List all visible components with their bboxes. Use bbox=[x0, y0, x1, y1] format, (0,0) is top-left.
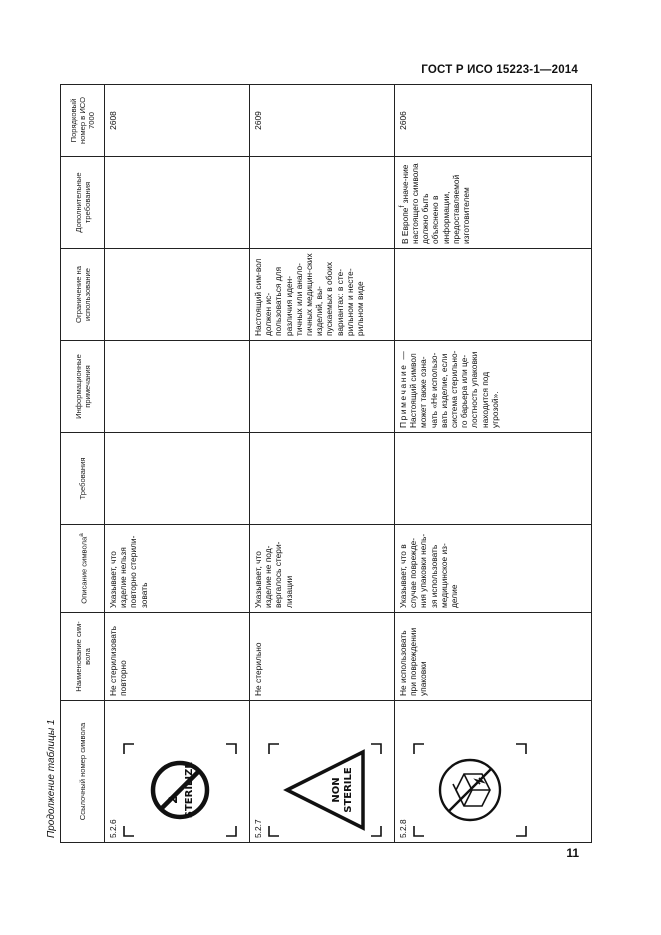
col-header-name: Наименование сим-вола bbox=[61, 613, 105, 701]
ref-number: 5.2.6 bbox=[108, 819, 118, 838]
col-header-description: Описание символа$^a$ bbox=[61, 525, 105, 613]
symbols-table bbox=[60, 84, 592, 843]
footnote-a-marker: a bbox=[77, 533, 85, 537]
damaged-package-icon bbox=[410, 740, 530, 840]
iso-number-cell: 2609 bbox=[250, 85, 395, 157]
name-cell: Не стерильно bbox=[250, 613, 395, 701]
non-sterile-icon bbox=[265, 740, 385, 840]
additional-cell bbox=[250, 157, 395, 249]
col-header-additional: Дополнительные требования bbox=[61, 157, 105, 249]
ref-number: 5.2.8 bbox=[398, 819, 408, 838]
svg-text:2: 2 bbox=[166, 795, 180, 804]
ref-number: 5.2.7 bbox=[253, 819, 263, 838]
description-cell: Указывает, что изделие не под-вергалось стери-лизации bbox=[250, 525, 395, 613]
additional-cell: В Европе$^f$ значе-ние настоящего символа должно быть объяснено в информации, предоставляемой изготовителем bbox=[395, 157, 592, 249]
footnote-f-marker: f bbox=[399, 205, 406, 208]
col-header-iso: Порядковый номер в ИСО 7000 bbox=[61, 85, 105, 157]
table-row bbox=[105, 85, 250, 843]
table-row bbox=[250, 85, 395, 843]
name-cell: Не стерилизовать повторно bbox=[105, 613, 250, 701]
iso-number-cell: 2608 bbox=[105, 85, 250, 157]
col-header-notes: Информационные примечания bbox=[61, 341, 105, 433]
col-header-ref: Ссылочный номер символа bbox=[61, 701, 105, 843]
page-number: 11 bbox=[566, 846, 579, 860]
requirements-cell bbox=[105, 433, 250, 525]
table-row bbox=[395, 85, 592, 843]
iso-number-cell: 2606 bbox=[395, 85, 592, 157]
note-text: Настоящий символ может также озна-чать «Не использо-вать изделие, если система стерильно-го барьера или це-лостность упаковки находится под угрозой». bbox=[408, 350, 500, 428]
table-header-row bbox=[61, 85, 105, 843]
svg-text:STERILIZE: STERILIZE bbox=[184, 761, 195, 819]
notes-cell bbox=[395, 341, 592, 433]
note-label: Примечание — bbox=[398, 349, 408, 428]
description-cell: Указывает, что изделие нельзя повторно стерили-зовать bbox=[105, 525, 250, 613]
ref-cell bbox=[395, 701, 592, 843]
notes-cell bbox=[250, 341, 395, 433]
description-cell: Указывает, что в случае поврежде-ния упаковки нель-зя использовать медицинское из-делие bbox=[395, 525, 592, 613]
restriction-cell bbox=[105, 249, 250, 341]
svg-text:NONSTERILE: NONSTERILE bbox=[331, 767, 354, 813]
requirements-cell bbox=[395, 433, 592, 525]
requirements-cell bbox=[250, 433, 395, 525]
col-header-requirements: Требования bbox=[61, 433, 105, 525]
restriction-cell: Настоящий сим-вол должен ис-пользоваться для различия иден-тичных или анало-гичных медицин-ских изделий, вы-пускаемых в обоих вариантах: в сте-рильном и несте-рильном виде bbox=[250, 249, 395, 341]
ref-cell bbox=[250, 701, 395, 843]
name-cell: Не использовать при повреждении упаковки bbox=[395, 613, 592, 701]
notes-cell bbox=[105, 341, 250, 433]
restriction-cell bbox=[395, 249, 592, 341]
ref-cell bbox=[105, 701, 250, 843]
table-continuation-caption: Продолжение таблицы 1 bbox=[46, 719, 57, 838]
rotated-table-container bbox=[60, 85, 591, 843]
document-header: ГОСТ Р ИСО 15223-1—2014 bbox=[421, 64, 578, 76]
additional-cell bbox=[105, 157, 250, 249]
do-not-resterilize-icon bbox=[120, 740, 240, 840]
col-header-restriction: Ограничение на использование bbox=[61, 249, 105, 341]
